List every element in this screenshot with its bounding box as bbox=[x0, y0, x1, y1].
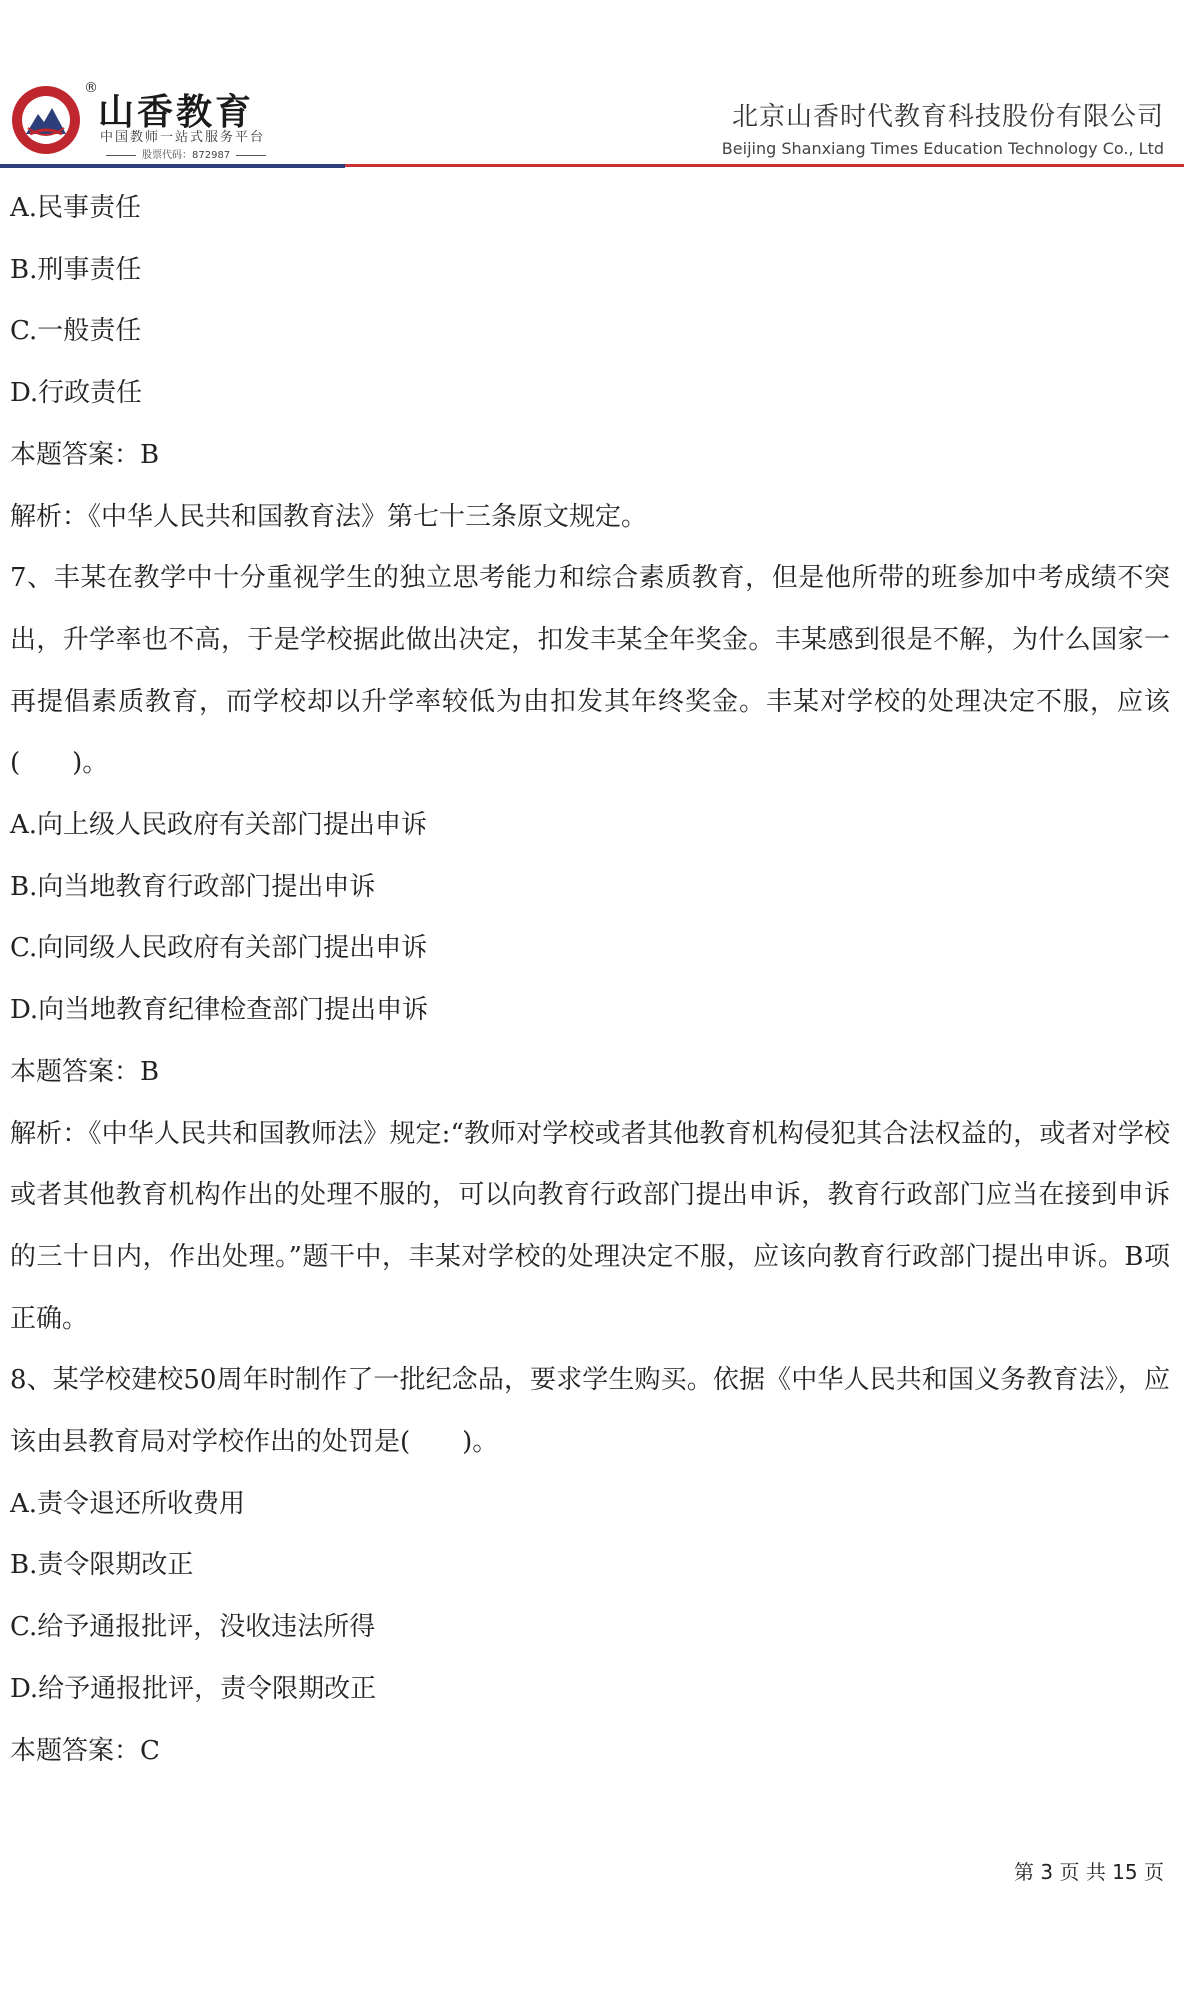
q8-option-a: A.责令退还所收费用 bbox=[10, 1488, 246, 1519]
q6-answer: 本题答案：B bbox=[10, 439, 160, 470]
company-name-cn: 北京山香时代教育科技股份有限公司 bbox=[731, 102, 1164, 132]
q6-analysis: 解析：《中华人民共和国教育法》第七十三条原文规定。 bbox=[10, 501, 648, 532]
q8-option-d: D.给予通报批评，责令限期改正 bbox=[10, 1673, 377, 1704]
header-rule-red bbox=[345, 164, 1184, 167]
document-body bbox=[10, 178, 1170, 1782]
brand-logo bbox=[10, 80, 290, 162]
q6-option-b: B.刑事责任 bbox=[10, 254, 142, 285]
q6-option-a: A.民事责任 bbox=[10, 193, 142, 223]
q7-option-b: B.向当地教育行政部门提出申诉 bbox=[10, 871, 376, 902]
page-header bbox=[0, 0, 1184, 172]
q8-option-b: B.责令限期改正 bbox=[10, 1550, 194, 1581]
q8-answer: 本题答案：C bbox=[10, 1735, 160, 1766]
q8-option-c: C.给予通报批评，没收违法所得 bbox=[10, 1612, 376, 1643]
brand-slogan: 中国教师一站式服务平台 bbox=[100, 130, 266, 145]
seal-icon bbox=[10, 84, 82, 156]
page-number: 第 3 页 共 15 页 bbox=[1014, 1860, 1164, 1884]
registered-mark: ® bbox=[84, 80, 98, 96]
q6-option-c: C.一般责任 bbox=[10, 316, 142, 347]
header-rule-blue bbox=[0, 164, 345, 168]
company-name-en: Beijing Shanxiang Times Education Technology Co., Ltd bbox=[721, 139, 1164, 158]
q7-option-d: D.向当地教育纪律检查部门提出申诉 bbox=[10, 995, 429, 1026]
q7-analysis: 解析：《中华人民共和国教师法》规定:“教师对学校或者其他教育机构侵犯其合法权益的，或者对学校或者其他教育机构作出的处理不服的，可以向教育行政部门提出申诉，教育行政部门应当在接到申诉的三十日内，作出处理。”题干中，丰某对学校的处理决定不服，应该向教育行政部门提出申诉。B项正确。 bbox=[10, 1118, 1170, 1334]
company-info bbox=[722, 96, 1164, 158]
stock-code: 股票代码：872987 bbox=[100, 146, 272, 161]
q7-option-a: A.向上级人民政府有关部门提出申诉 bbox=[10, 810, 428, 841]
q7-answer: 本题答案：B bbox=[10, 1056, 160, 1087]
q8-stem: 8、某学校建校50周年时制作了一批纪念品，要求学生购买。依据《中华人民共和国义务教育法》，应该由县教育局对学校作出的处罚是( )。 bbox=[10, 1365, 1170, 1458]
brand-name: 山香教育 bbox=[98, 92, 255, 133]
q7-option-c: C.向同级人民政府有关部门提出申诉 bbox=[10, 933, 428, 964]
q7-stem: 7、丰某在教学中十分重视学生的独立思考能力和综合素质教育，但是他所带的班参加中考成绩不突出，升学率也不高，于是学校据此做出决定，扣发丰某全年奖金。丰某感到很是不解，为什么国家一再提倡素质教育，而学校却以升学率较低为由扣发其年终奖金。丰某对学校的处理决定不服，应该( )。 bbox=[10, 563, 1170, 779]
q6-option-d: D.行政责任 bbox=[10, 378, 143, 409]
